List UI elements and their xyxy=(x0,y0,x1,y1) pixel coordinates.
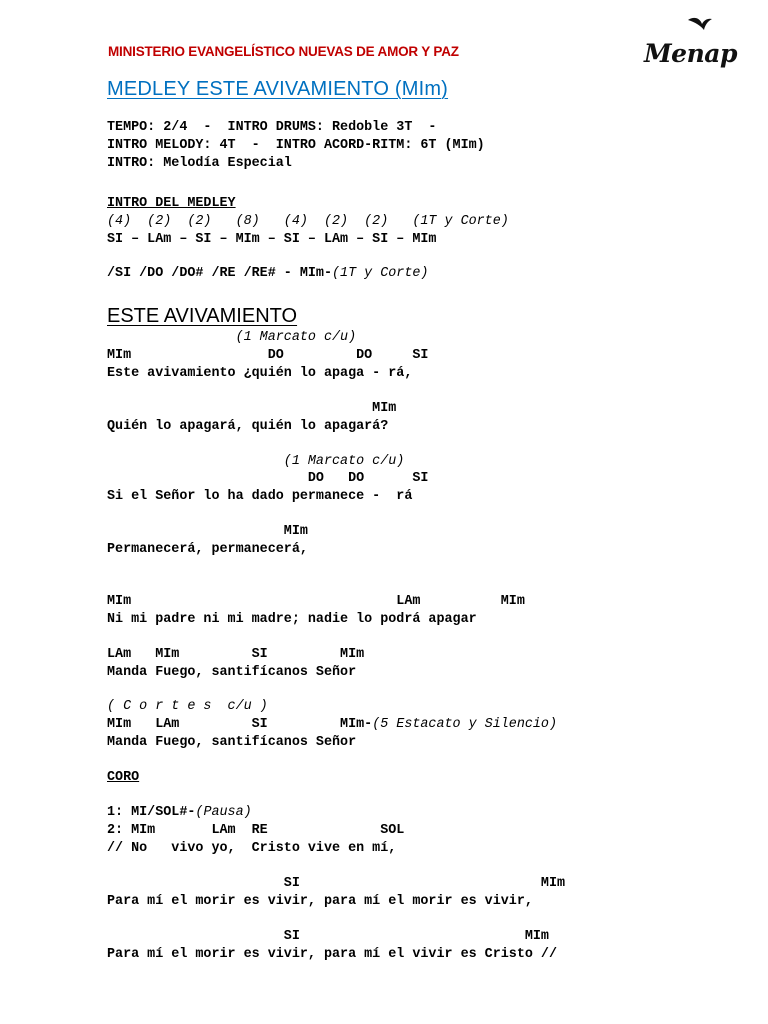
estacato-note: (5 Estacato y Silencio) xyxy=(372,717,558,732)
page-title: MEDLEY ESTE AVIVAMIENTO (MIm) xyxy=(107,78,449,100)
chord-line: MIm DO DO SI xyxy=(107,348,429,363)
lyric-line: Para mí el morir es vivir, para mí el morir es vivir, xyxy=(107,894,533,909)
run-note: (1T y Corte) xyxy=(332,266,429,281)
chord-line: DO DO SI xyxy=(107,471,429,486)
run-chords: /SI /DO /DO# /RE /RE# - MIm- xyxy=(107,266,332,281)
chord-line xyxy=(107,717,557,733)
chord-line: MIm LAm MIm xyxy=(107,594,525,609)
lyric-line: Manda Fuego, santifícanos Señor xyxy=(107,735,357,750)
cortes-note: ( C o r t e s c/u ) xyxy=(107,699,268,714)
lyric-line: Ni mi padre ni mi madre; nadie lo podrá apagar xyxy=(107,612,477,627)
lyric-line: Manda Fuego, santifícanos Señor xyxy=(107,665,357,680)
chord-line: MIm xyxy=(107,401,397,416)
chord-line xyxy=(107,805,252,821)
marcato-note-1: (1 Marcato c/u) xyxy=(107,330,357,345)
intro-line-2: INTRO MELODY: 4T - INTRO ACORD-RITM: 6T (MIm) xyxy=(107,138,485,153)
intro-line-3: INTRO: Melodía Especial xyxy=(107,156,292,171)
intro-medley-chords: SI – LAm – SI – MIm – SI – LAm – SI – MIm xyxy=(107,232,437,247)
coro-heading: CORO xyxy=(107,770,140,785)
intro-line-1: TEMPO: 2/4 - INTRO DRUMS: Redoble 3T - xyxy=(107,120,437,135)
chord-line: SI MIm xyxy=(107,929,549,944)
lyric-line: Quién lo apagará, quién lo apagará? xyxy=(107,419,389,434)
intro-medley-run xyxy=(107,266,428,282)
chord-line: SI MIm xyxy=(107,876,566,891)
logo-text: Menap xyxy=(644,39,737,68)
marcato-note-2: (1 Marcato c/u) xyxy=(107,454,405,469)
chords: 1: MI/SOL#- xyxy=(107,805,196,820)
lyric-line: // No vivo yo, Cristo vive en mí, xyxy=(107,841,397,856)
lyric-line: Si el Señor lo ha dado permanece - rá xyxy=(107,489,413,504)
lyric-line: Permanecerá, permanecerá, xyxy=(107,542,308,557)
lyric-line: Este avivamiento ¿quién lo apaga - rá, xyxy=(107,366,413,381)
chord-line: MIm xyxy=(107,524,308,539)
pausa-note: (Pausa) xyxy=(195,805,252,820)
intro-medley-counts: (4) (2) (2) (8) (4) (2) (2) (1T y Corte) xyxy=(107,214,509,229)
chord-line: LAm MIm SI MIm xyxy=(107,647,365,662)
intro-medley-heading: INTRO DEL MEDLEY xyxy=(107,196,236,211)
menap-logo xyxy=(644,16,740,68)
dove-icon xyxy=(686,16,714,38)
organization-name: MINISTERIO EVANGELÍSTICO NUEVAS DE AMOR Y PAZ xyxy=(108,44,459,59)
lyric-line: Para mí el morir es vivir, para mí el vivir es Cristo // xyxy=(107,947,557,962)
chords: MIm LAm SI MIm- xyxy=(107,717,373,732)
section-title: ESTE AVIVAMIENTO xyxy=(107,305,298,327)
chord-line: 2: MIm LAm RE SOL xyxy=(107,823,405,838)
